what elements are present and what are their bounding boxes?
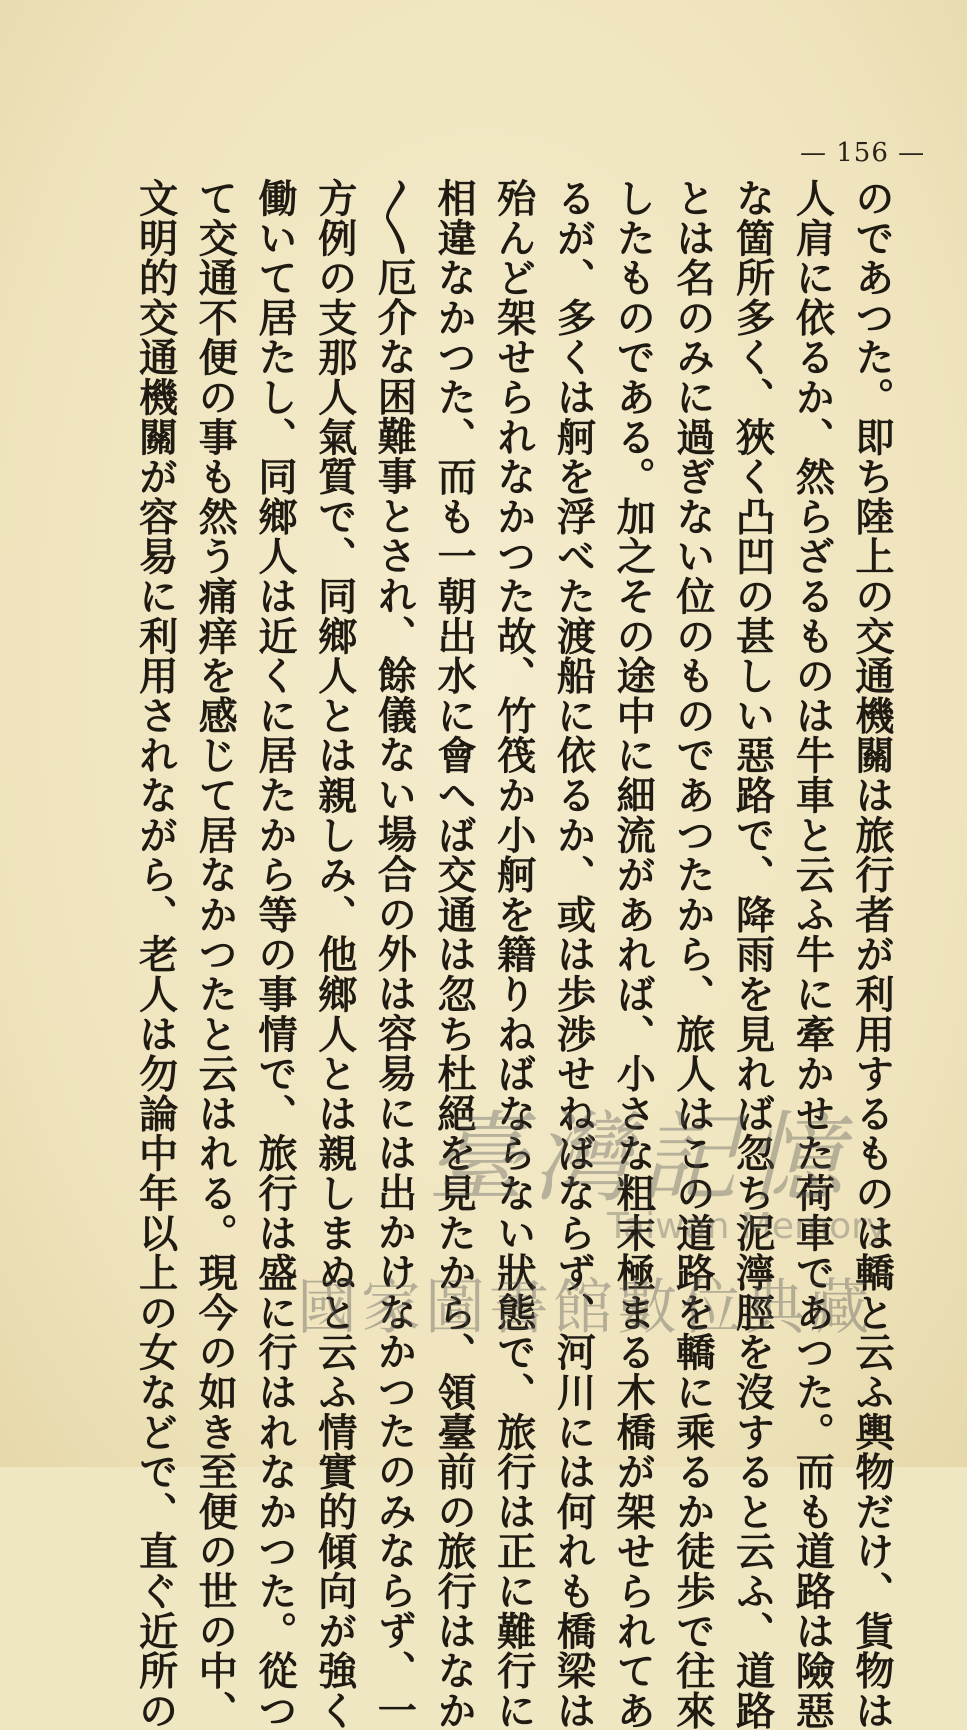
text-line-5: したものである。加之その途中に細流があれば、小さな粗末極まる木橋が架せられてあ [610,178,657,1730]
text-line-11: 働いて居たし、同鄉人は近くに居たから等の事情で、旅行は盛に行はれなかつた。從つ [251,178,298,1730]
text-line-13: 文明的交通機關が容易に利用されながら、老人は勿論中年以上の女などで、直ぐ近所の [132,178,179,1730]
watermark-title: 臺灣記憶 [427,1102,852,1216]
text-line-12: て交通不便の事も然う痛痒を感じて居なかつたと云はれる。現今の如き至便の世の中、 [192,178,239,1730]
text-line-6: るが、多くは舸を浮べた渡船に依るか、或は歩渉せねばならず、河川には何れも橋梁は [550,178,597,1730]
text-line-8: 相違なかつた、而も一朝出水に會へば交通は忽ち杜絕を見たから、領臺前の旅行はなか [431,178,478,1730]
watermark-subtitle: 國家圖書館數位典藏 [297,1273,873,1343]
text-line-9: 〳〵厄介な困難事とされ、餘儀ない場合の外は容易には出かけなかつたのみならず、一 [371,178,418,1730]
text-line-7: 殆んど架せられなかつた故、竹筏か小舸を籍りねばならない狀態で、旅行は正に難行に [490,178,537,1730]
page-number: — 156 — [800,138,926,168]
text-line-4: とは名のみに過ぎない位のものであつたから、旅人はこの道路を轎に乘るか徒歩で往來 [669,178,716,1730]
text-line-10: 方例の支那人氣質で、同鄉人とは親しみ、他鄉人とは親しまぬと云ふ情實的傾向が強く [311,178,358,1730]
text-line-1: のであつた。即ち陸上の交通機關は旅行者が利用するものは轎と云ふ輿物だけ、貨物は [849,178,895,1730]
text-line-3: な箇所多く、狹く凸凹の甚しい惡路で、降雨を見れば忽ち泥濘脛を沒すると云ふ、道路 [729,178,776,1730]
watermark-latin: Taiwan Memory [607,1206,888,1247]
text-line-2: 人肩に依るか、然らざるものは牛車と云ふ牛に牽かせた荷車であつた。而も道路は險惡 [789,178,836,1730]
